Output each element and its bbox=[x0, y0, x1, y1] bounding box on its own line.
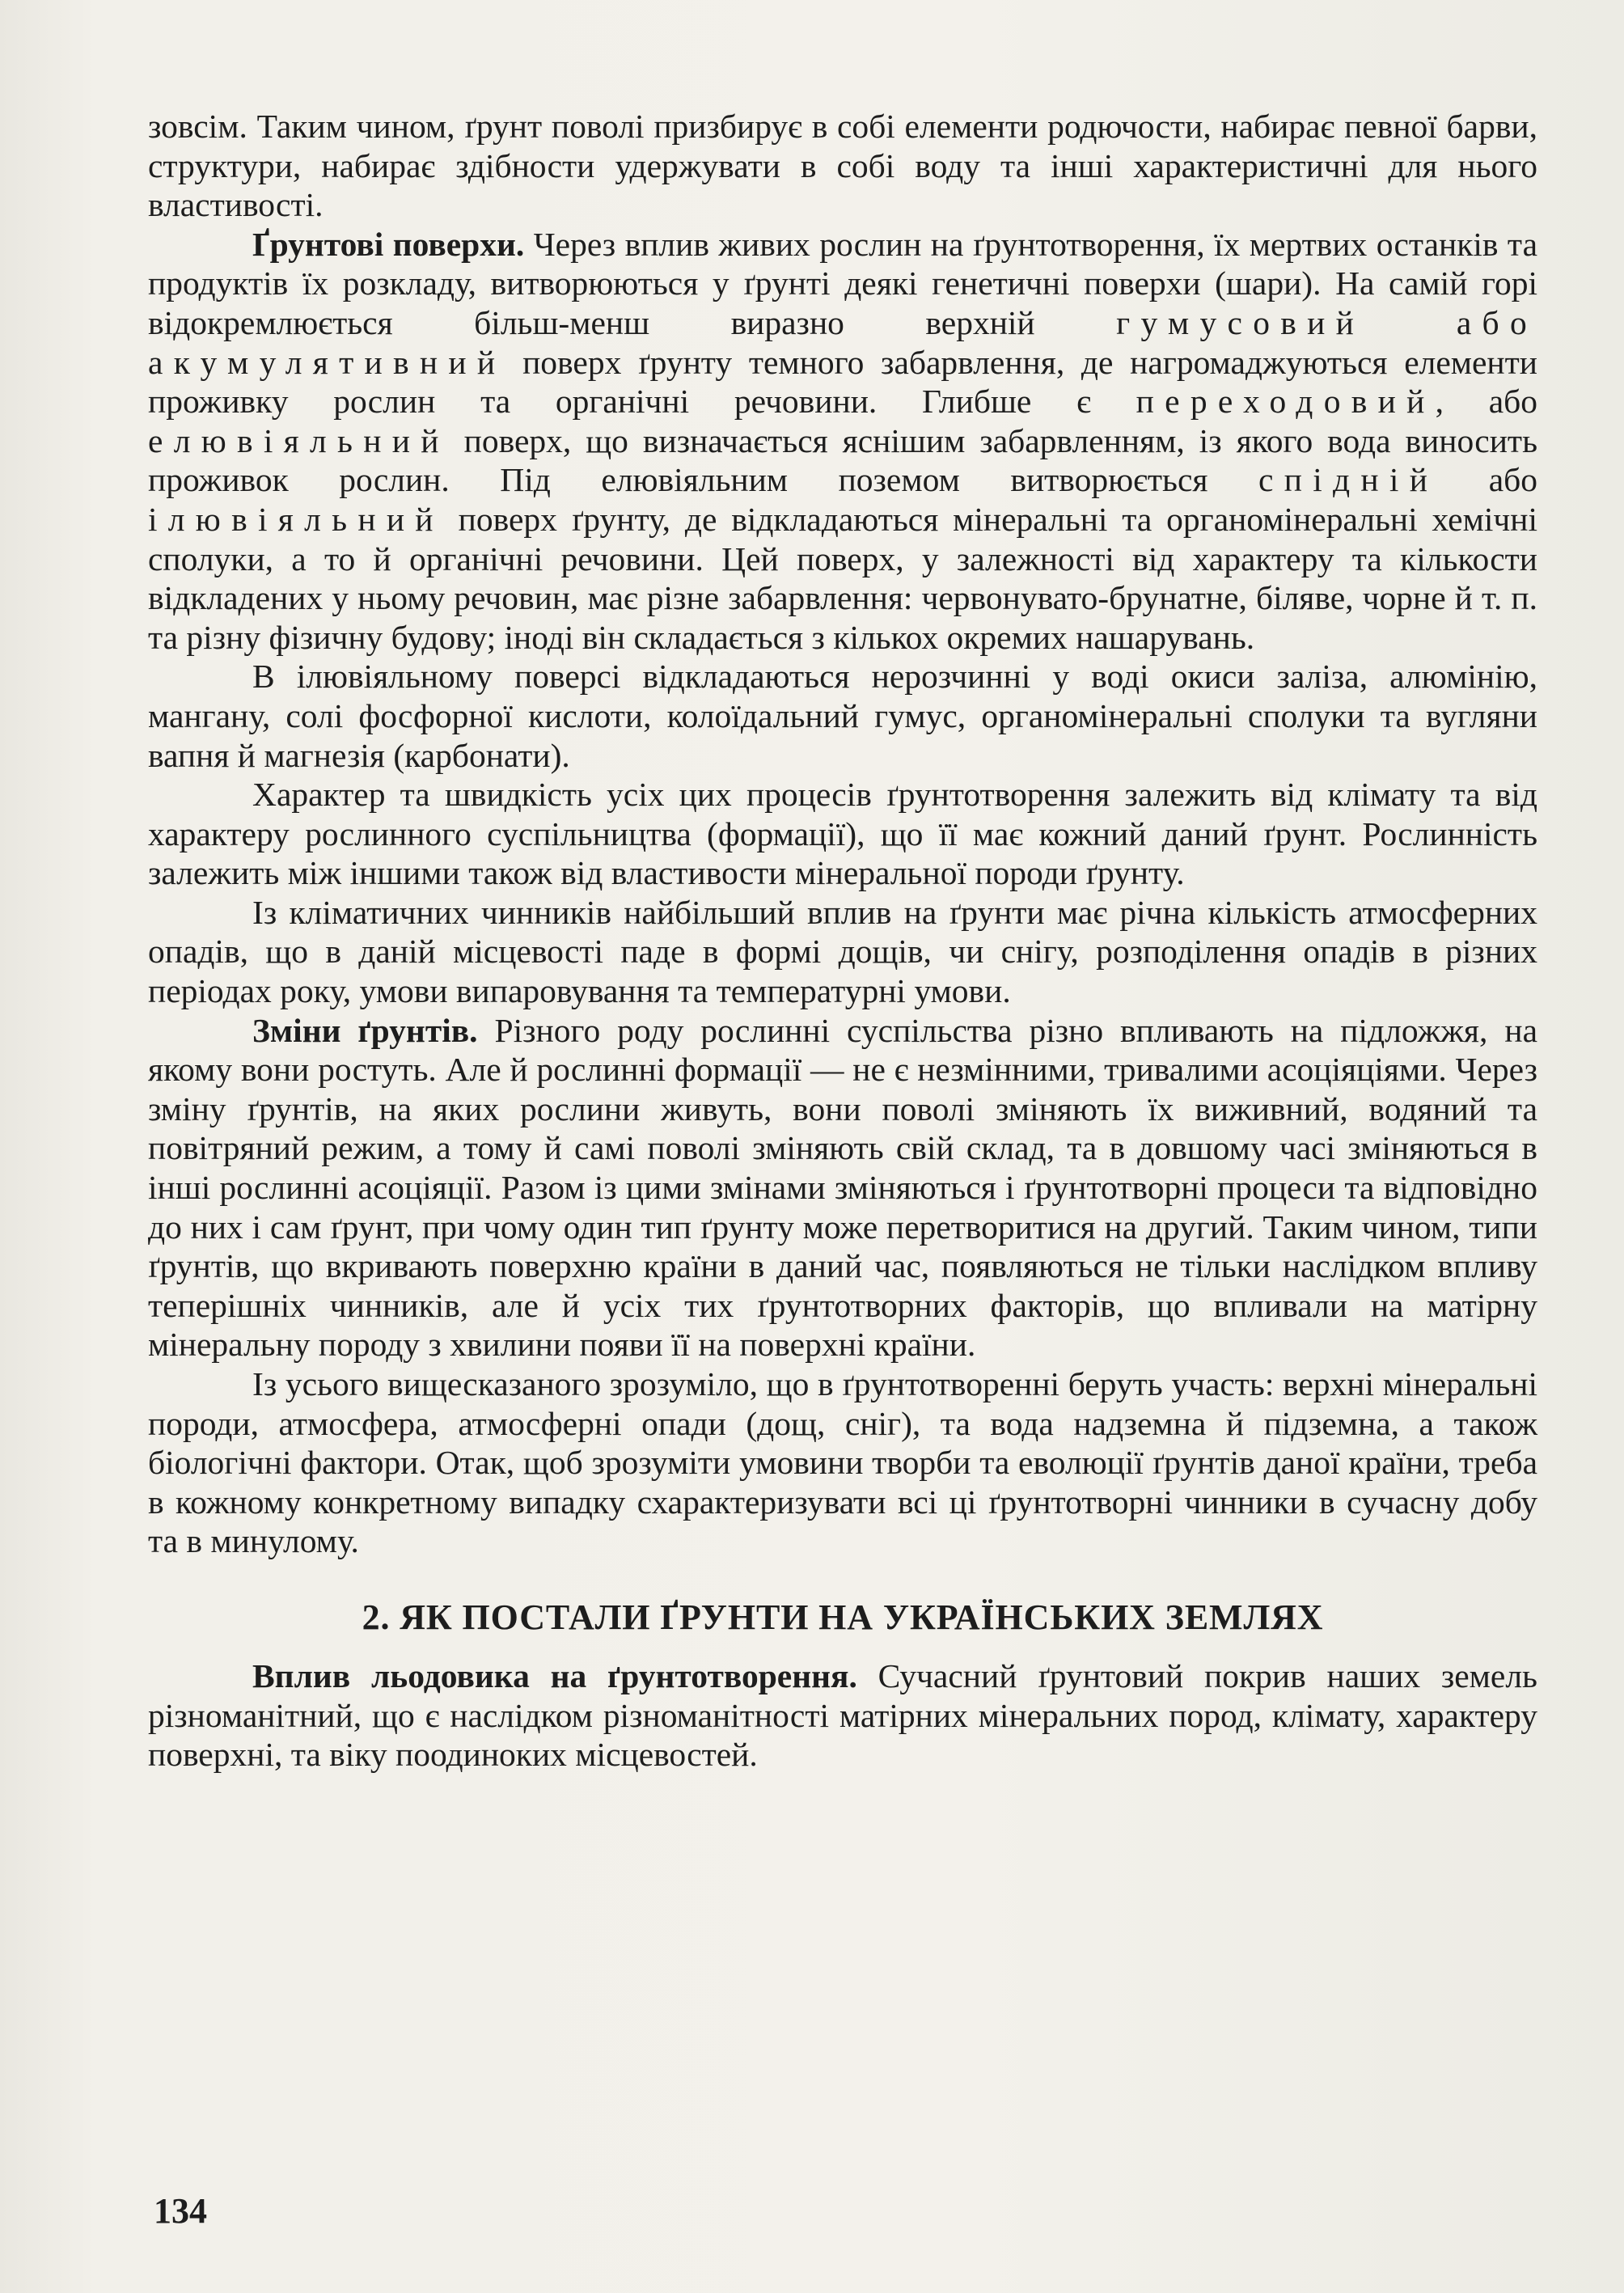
spaced-term-illuvial: ілювіяльний bbox=[148, 500, 444, 538]
text-run: або bbox=[1438, 461, 1537, 499]
text-run: поверх ґрунту, де відкладаються мінеральні та органомінеральні хемічні сполуки, а то й органічні речовини. Цей поверх, у залежності від характеру та кількости відкладених у ньому речовин, має різне забарвлення: червонувато-брунатне, біляве, чорне й т. п. та різну фізичну будову; іноді він складається з кількох окремих нашарувань. bbox=[148, 500, 1537, 656]
text-run: поверх, що визначається яснішим забарвленням, із якого вода виносить проживок рослин. Під елювіяльним поземом витворюється bbox=[148, 421, 1537, 499]
paragraph-illuvial-deposits bbox=[148, 657, 1537, 775]
paragraph-soil-horizons bbox=[148, 225, 1537, 658]
text-run: поверх ґрунту темного забарвлення, де нагромаджуються елементи проживку рослин та органічні речовини. Глибше є bbox=[148, 343, 1537, 421]
paragraph-1-text: зовсім. Таким чином, ґрунт поволі призбирує в собі елементи родючости, набирає певної барви, структури, набирає здібности удержувати в собі воду та інші характеристичні для нього властивості. bbox=[148, 108, 1537, 224]
paragraph-text: Із кліматичних чинників найбільший вплив на ґрунти має річна кількість атмосферних опадів, що в даній місцевості паде в формі дощів, чи снігу, розподілення опадів в різних періодах року, умови випаровування та температурні умови. bbox=[148, 893, 1537, 1010]
spaced-term-humus: гумусовий або акумулятивний bbox=[148, 303, 1537, 381]
spaced-term-lower: спідній bbox=[1258, 461, 1439, 499]
paragraph-text: Характер та швидкість усіх цих процесів ґрунтотворення залежить від клімату та від характеру рослинного суспільництва (формації), що її має кожний даний ґрунт. Рослинність залежить між іншими також від властивости мінеральної породи ґрунту. bbox=[148, 776, 1537, 892]
text-run: Через вплив живих рослин на ґрунтотворення, їх мертвих останків та продуктів їх розкладу, витворюються у ґрунті деякі генетичні поверхи (шари). На самій горі відокремлюється більш-менш виразно верхній bbox=[148, 225, 1537, 341]
paragraph-text: Сучасний ґрунтовий покрив наших земель різноманітний, що є наслідком різноманітності матірних мінеральних пород, клімату, характеру поверхні, та віку поодиноких місцевостей. bbox=[148, 1656, 1537, 1774]
paragraph-soil-changes bbox=[148, 1011, 1537, 1364]
body-text bbox=[148, 107, 1537, 1775]
run-in-heading-soil-changes: Зміни ґрунтів. bbox=[252, 1011, 478, 1049]
spaced-term-transitional: переходовий bbox=[1136, 383, 1436, 421]
run-in-heading-soil-horizons: Ґрунтові поверхи. bbox=[252, 225, 525, 263]
paragraph-1 bbox=[148, 107, 1537, 225]
paragraph-summary bbox=[148, 1364, 1537, 1561]
text-run: , або bbox=[1435, 383, 1537, 421]
paragraph-climatic-factors bbox=[148, 893, 1537, 1011]
paragraph-text: Різного роду рослинні суспільства різно впливають на підложжя, на якому вони ростуть. Але й рослинні формації — не є незмінними, тривалими асоціяціями. Через зміну ґрунтів, на яких рослини живуть, вони поволі зміняють їх виживний, водяний та повітряний режим, а тому й самі поволі зміняють свій склад, та в довшому часі зміняються в інші рослинні асоціяції. Разом із цими змінами зміняються і ґрунтотворні процеси та відповідно до них і сам ґрунт, при чому один тип ґрунту може перетворитися на другий. Таким чином, типи ґрунтів, що вкривають поверхню країни в даний час, появляються не тільки наслідком впливу теперішніх чинників, але й усіх тих ґрунтотворних факторів, що впливали на матірну мінеральну породу з хвилини появи її на поверхні країни. bbox=[148, 1011, 1537, 1364]
spaced-term-eluvial: елювіяльний bbox=[148, 421, 450, 459]
paragraph-glacier-influence bbox=[148, 1656, 1537, 1775]
paragraph-process-character bbox=[148, 775, 1537, 893]
paragraph-text: В ілювіяльному поверсі відкладаються нерозчинні у воді окиси заліза, алюмінію, мангану, солі фосфорної кислоти, колоїдальний гумус, органомінеральні сполуки та вугляни вапня й магнезія (карбонати). bbox=[148, 658, 1537, 774]
page-number: 134 bbox=[154, 2191, 207, 2231]
run-in-heading-glacier: Вплив льодовика на ґрунтотворення. bbox=[252, 1656, 857, 1694]
paragraph-text: Із усього вищесказаного зрозуміло, що в ґрунтотворенні беруть участь: верхні мінеральні породи, атмосфера, атмосферні опади (дощ, сніг), та вода надземна й підземна, а також біологічні фактори. Отак, щоб зрозуміти умовини творби та еволюції ґрунтів даної країни, треба в кожному конкретному випадку схарактеризувати всі ці ґрунтотворні чинники в сучасну добу та в минулому. bbox=[148, 1365, 1537, 1560]
section-heading: 2. ЯК ПОСТАЛИ ҐРУНТИ НА УКРАЇНСЬКИХ ЗЕМЛЯХ bbox=[362, 1597, 1324, 1637]
